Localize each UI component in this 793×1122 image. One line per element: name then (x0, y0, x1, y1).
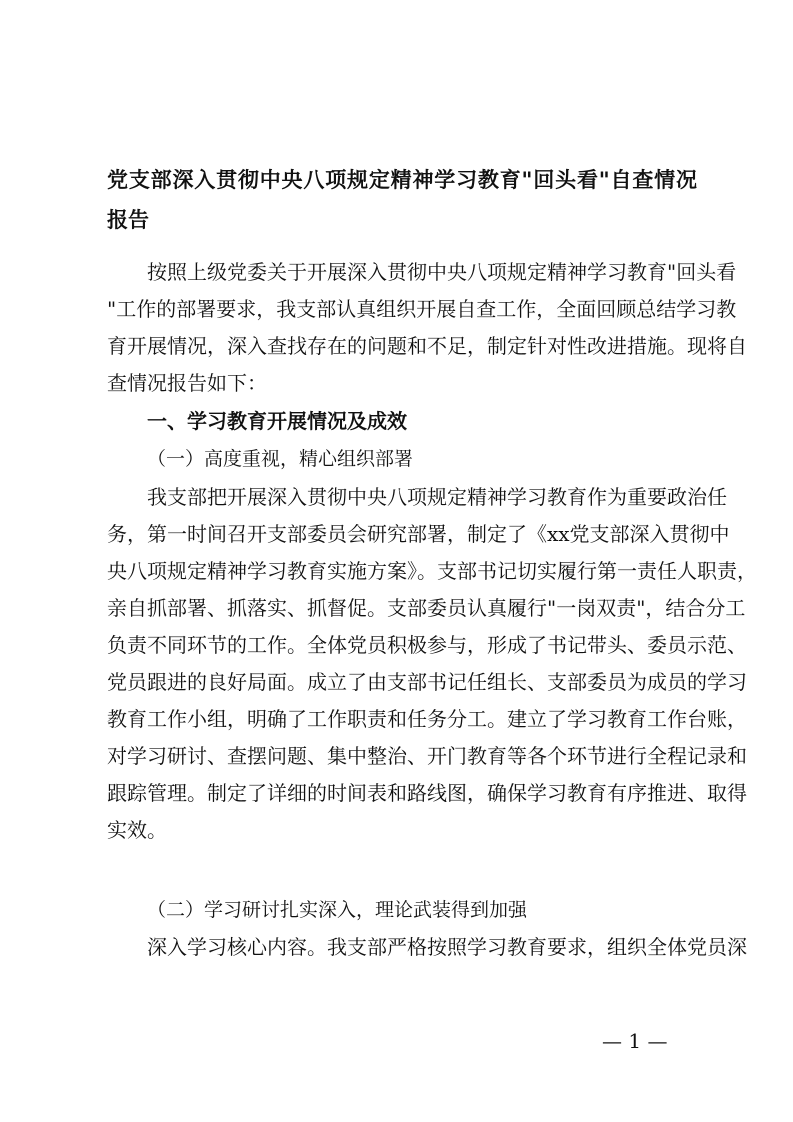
body-line: 负责不同环节的工作。全体党员积极参与，形成了书记带头、委员示范、 (107, 633, 747, 657)
intro-line: 育开展情况，深入查找存在的问题和不足，制定针对性改进措施。现将自 (107, 334, 747, 358)
body-line: 务，第一时间召开支部委员会研究部署，制定了《xx党支部深入贯彻中 (107, 522, 730, 546)
body-line: 跟踪管理。制定了详细的时间表和路线图，确保学习教育有序推进、取得 (107, 781, 747, 805)
body-line: 亲自抓部署、抓落实、抓督促。支部委员认真履行"一岗双责"，结合分工 (107, 596, 746, 620)
intro-line: 按照上级党委关于开展深入贯彻中央八项规定精神学习教育"回头看 (147, 260, 737, 284)
document-title-line-2: 报告 (107, 208, 149, 232)
subsection-heading: （一）高度重视，精心组织部署 (147, 448, 414, 470)
body-line: 教育工作小组，明确了工作职责和任务分工。建立了学习教育工作台账， (107, 707, 747, 731)
body-line: 党员跟进的良好局面。成立了由支部书记任组长、支部委员为成员的学习 (107, 670, 747, 694)
body-line: 我支部把开展深入贯彻中央八项规定精神学习教育作为重要政治任 (147, 485, 727, 509)
intro-line: 查情况报告如下： (107, 371, 267, 395)
body-line: 对学习研讨、查摆问题、集中整治、开门教育等各个环节进行全程记录和 (107, 744, 747, 768)
subsection-heading: （二）学习研讨扎实深入，理论武装得到加强 (147, 899, 528, 921)
body-line: 实效。 (107, 818, 167, 842)
intro-line: "工作的部署要求，我支部认真组织开展自查工作，全面回顾总结学习教 (107, 297, 737, 321)
body-line: 深入学习核心内容。我支部严格按照学习教育要求，组织全体党员深 (147, 935, 747, 959)
section-heading: 一、学习教育开展情况及成效 (147, 409, 407, 433)
body-line: 央八项规定精神学习教育实施方案》。支部书记切实履行第一责任人职责， (107, 559, 757, 583)
document-title-line-1: 党支部深入贯彻中央八项规定精神学习教育"回头看"自查情况 (107, 168, 697, 192)
page-number: — 1 — (602, 1029, 668, 1053)
